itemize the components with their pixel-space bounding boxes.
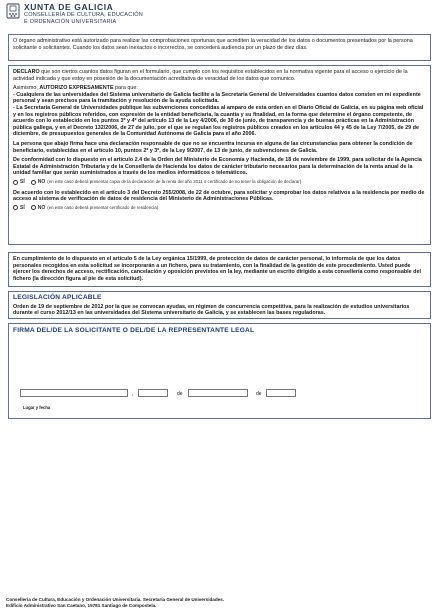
authorize-item-2: - La Secretaría General de Universidades publique las subvenciones concedidas al amparo de esta orden en el Diario Oficial de Galicia, en su página web oficial y en los registros públicos referidos, con expresión de la entidad beneficiaria, la cuantía y su finalidad, en la forma que determine el órgano competente, de acuerdo con lo establecido en los puntos 3º y 4º del artículo 13 de la Ley 4/2006, de 30 de junio, de transparencia y de buenas prácticas en la Administración pública gallega, y en el Decreto 132/2006, de 27 de julio, por el que se regulan los registros públicos creados en los artículos 44 y 45 de la Ley 7/2005, de 29 de diciembre, de presupuestos generales de la Comunidad Autónoma de Galicia para el año 2006.	[13, 104, 424, 138]
declaro-intro-text: que son ciertos cuantos datos figuran en el formulario, que cumplo con los requisitos establecidos en la normativa vigente para el acceso o ejercicio de la actividad indicada y que estoy en posesión de la documentación acreditativa de veracidad de los datos que comunico.	[13, 69, 408, 82]
footer	[6, 597, 224, 609]
dept-line-2: E ORDENACIÓN UNIVERSITARIA	[24, 18, 117, 25]
tax-no-note: (en este caso deberá presentar copia de la declaración de la renta del año 2011 o certificado de no tener la obligación de declarar).	[47, 178, 303, 184]
verification-notice-text: O órgano administrativo está autorizado para realizar las comprobaciones oportunas que acrediten la veracidad de los datos o documentos presentados por la persona solicitante o solicitantes. Cuando los datos sean inexactos o incorrectos, se concederá audiencia por un plazo de diez días.	[13, 38, 413, 51]
conformity-text: con lo dispuesto en el artículo 2.4 de la Orden del Ministerio de Economía y Hacienda, de 18 de noviembre de 1999, para solicitar de la Agencia Estatal de Administración Tributaria y de la Consellería de Hacienda los datos de carácter tributario necesarios para la determinación de la renta anual de la unidad familiar que serán suministrados a través de los medios informáticos o telemáticos.	[13, 157, 422, 177]
responsible-declaration: La persona que abajo firma hace una declaración responsable de que no se encuentra incursa en alguna de las circunstancias para obtener la condición de beneficiario, establecidas en el artículo 10, puntos 2º y 3º, de la Ley 9/2007, de 13 de junio, de subvenciones de Galicia.	[13, 140, 413, 154]
legislation-title: LEGISLACIÓN APLICABLE	[13, 294, 102, 301]
residence-no-label: NO	[37, 204, 46, 211]
tax-consent-options	[13, 179, 426, 186]
residence-consent-options	[13, 205, 426, 212]
residence-si-label: SÍ	[20, 204, 25, 211]
place-date-label: Lugar y fecha	[23, 405, 51, 410]
authorize-strong: AUTORIZO EXPRESAMENTE	[39, 85, 114, 92]
signature-title: FIRMA DEL/DE LA SOLICITANTE O DEL/DE LA REPRESENTANTE LEGAL	[13, 327, 255, 334]
header	[6, 2, 143, 30]
residence-no-radio[interactable]	[31, 205, 36, 210]
tax-si-label: SÍ	[20, 178, 25, 185]
residence-si-radio[interactable]	[13, 205, 18, 210]
year-field[interactable]	[266, 389, 296, 397]
declaration-box	[8, 65, 431, 245]
footer-line-2: Edificio Administrativo San Caetano, 15781 Santiago de Compostela.	[6, 602, 157, 608]
declaration-intro	[13, 69, 426, 82]
month-field[interactable]	[188, 389, 248, 397]
residence-paragraph: De acuerdo con lo establecido en el artículo 3 del Decreto 255/2008, de 22 de octubre, para solicitar y comprobar los datos relativos a la residencia por medio de acceso al sistema de verificación de datos de residencia del Ministerio de Administraciones Públicas.	[13, 189, 425, 203]
tax-si-radio[interactable]	[13, 180, 18, 185]
tax-no-label: NO	[37, 178, 46, 185]
tax-no-radio[interactable]	[31, 180, 36, 185]
conformity-paragraph	[13, 157, 426, 177]
coat-of-arms-icon	[6, 3, 20, 19]
legislation-box	[8, 291, 431, 319]
logo-text	[24, 2, 143, 25]
declaro-lead: DECLARO	[13, 69, 40, 75]
footer-line-1: Consellería de Cultura, Educación y Ordenación Universitaria. Secretaría General de Universidades.	[6, 597, 225, 602]
verification-notice-box	[8, 34, 431, 61]
authorize-prefix: Asimismo,	[13, 85, 40, 92]
authorize-line	[13, 85, 426, 92]
place-field[interactable]	[20, 389, 128, 397]
de-separator-2: de	[256, 391, 262, 397]
signature-box	[8, 323, 431, 419]
day-field[interactable]	[138, 389, 168, 397]
legislation-text: Orden de 19 de septiembre de 2012 por la que se convocan ayudas, en régimen de concurrencia competitiva, para la realización de estudios universitarios durante el curso 2012/13 en las universidades del Sistema universitario de Galicia, y se establecen las bases reguladoras.	[13, 303, 410, 317]
authorize-suffix: para que:	[113, 85, 138, 92]
de-separator-1: de	[177, 391, 183, 397]
residence-no-note: (en este caso deberá presentar certificado de residencia).	[47, 204, 160, 210]
authorize-item-1: - Cualquiera de las universidades del Sistema universitario de Galicia facilite a la Secretaría General de Universidades cuantos datos consten en mi expediente personal y sean precisos para la tramitación y resolución de la ayuda solicitada.	[13, 91, 421, 105]
org-name: XUNTA DE GALICIA	[24, 2, 114, 12]
dept-line-1: CONSELLERÍA DE CULTURA, EDUCACIÓN	[24, 12, 144, 18]
data-protection-text: En cumplimiento de lo dispuesto en el artículo 5 de la Ley orgánica 15/1999, de protección de datos de carácter personal, lo informo/a de que los datos personales recogidos en esta solicitud se incorporarán a un fichero, para su tratamiento, con la finalidad de la gestión de este procedimiento. Usted puede ejercer los derechos de acceso, rectificación, cancelación y oposición previstos en la ley, mediante un escrito dirigido a esta consellería como responsable del fichero (la dirección figura al pie de esta solicitud).	[13, 256, 421, 282]
data-protection-box	[8, 252, 431, 287]
conformity-lead: De conformidad	[13, 157, 55, 164]
comma-separator: ,	[132, 391, 134, 397]
